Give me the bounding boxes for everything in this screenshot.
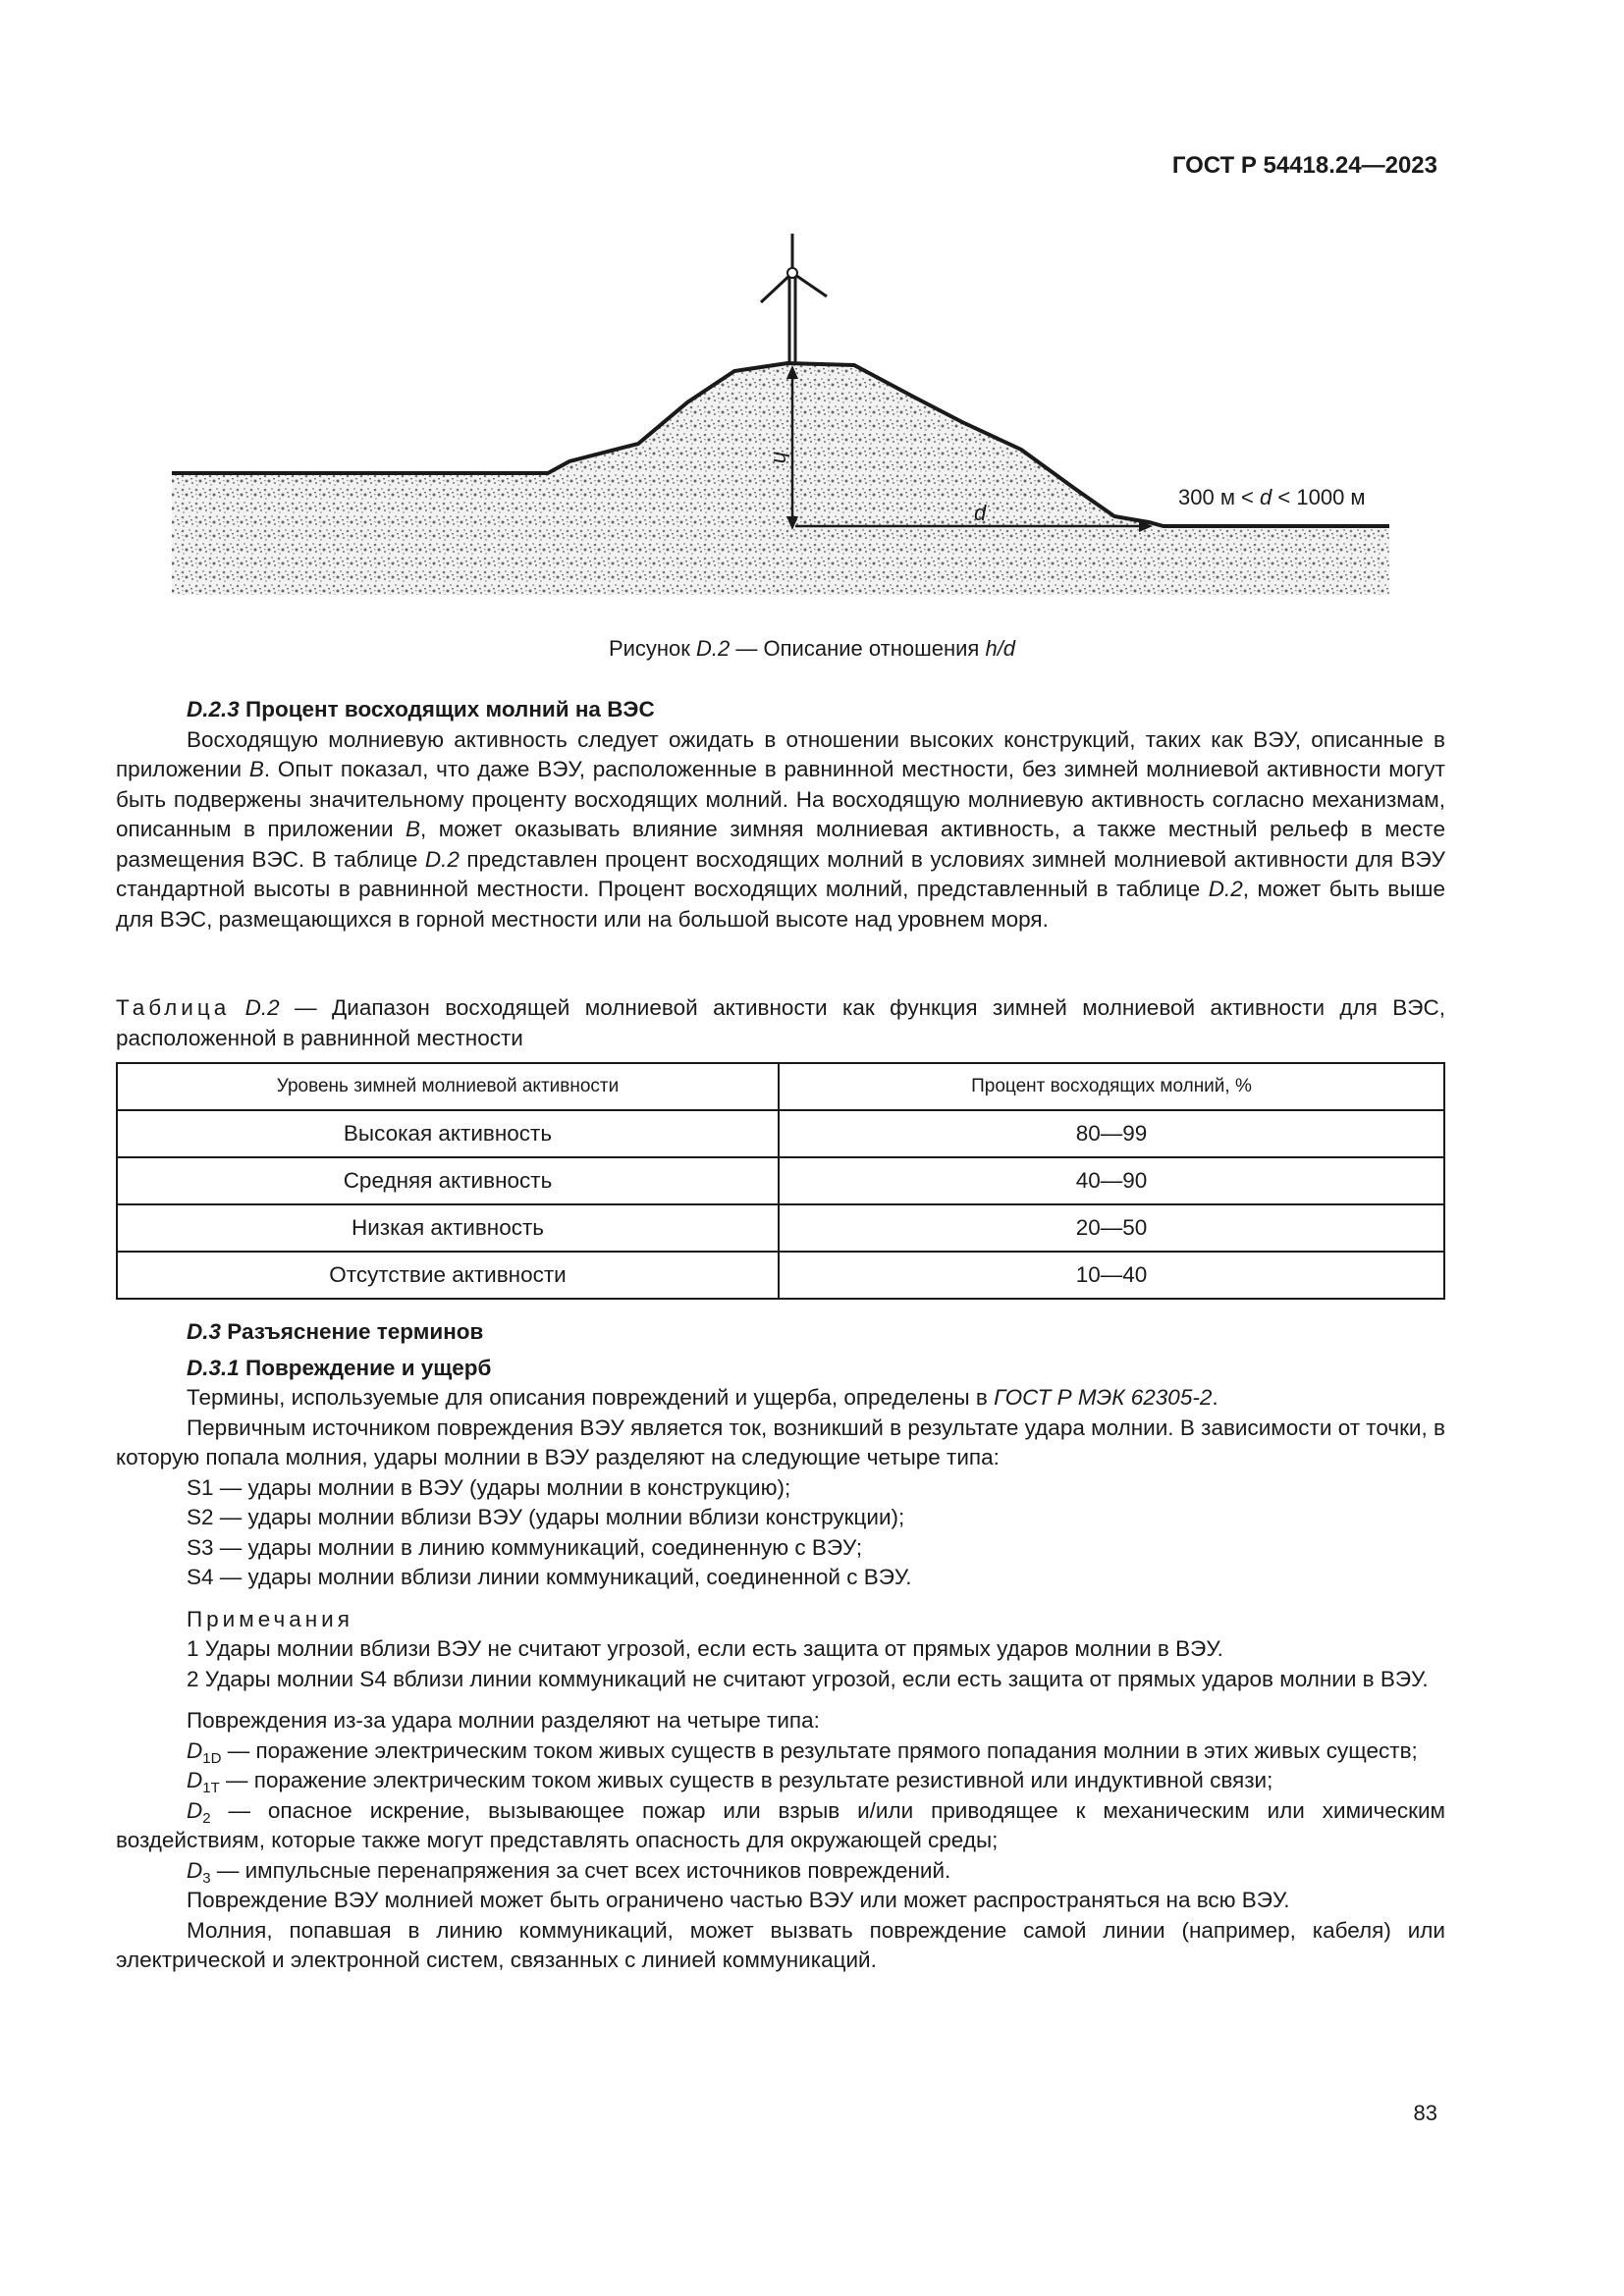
note-2: 2 Удары молнии S4 вблизи линии коммуникаций не считают угрозой, если есть защита от прямых ударов молнии в ВЭУ. (187, 1666, 1429, 1691)
cell-level: Отсутствие активности (117, 1252, 779, 1299)
paragraph-primary-source: Первичным источником повреждения ВЭУ является ток, возникший в результате удара молнии. В зависимости от точки, в которую попала молния, удары молнии в ВЭУ разделяют на следующие четыре типа: (116, 1415, 1445, 1469)
damage-d1t: $D_{1T}$ — поражение электрическим током живых существ в результате резистивной или индуктивной связи; (187, 1768, 1273, 1796)
table-row (117, 1157, 1444, 1204)
list-item-s2: S2 — удары молнии вблизи ВЭУ (удары молнии вблизи конструкции); (187, 1505, 905, 1529)
notes-title: Примечания (187, 1606, 353, 1631)
cell-level: Средняя активность (117, 1157, 779, 1204)
distance-range-label: 300 м < d < 1000 м (1178, 485, 1366, 509)
cell-percent: 80—99 (779, 1110, 1444, 1157)
column-header-level: Уровень зимней молниевой активности (117, 1063, 779, 1110)
section-d23-heading: D.2.3 Процент восходящих молний на ВЭС (187, 697, 655, 721)
label-d: d (974, 501, 987, 525)
label-h: h (769, 452, 793, 464)
section-d3 (116, 1317, 1445, 1976)
wind-turbine-icon (761, 234, 827, 363)
paragraph-communication-line: Молния, попавшая в линию коммуникаций, может вызвать повреждение самой линии (например, кабеля) или электрической и электронной систем, связанных с линией коммуникаций. (116, 1917, 1445, 1972)
figure-caption: Рисунок D.2 — Описание отношения h/d (608, 636, 1016, 661)
damage-d3: $D_3$ — импульсные перенапряжения за счет всех источников повреждений. (187, 1857, 951, 1887)
section-d23 (116, 695, 1445, 934)
table-row (117, 1110, 1444, 1157)
table-header-row (117, 1063, 1444, 1110)
page-number: 83 (1413, 2101, 1437, 2125)
list-item-s4: S4 — удары молнии вблизи линии коммуникаций, соединенной с ВЭУ. (187, 1565, 912, 1589)
column-header-percent: Процент восходящих молний, % (779, 1063, 1444, 1110)
terrain-figure (167, 226, 1394, 599)
list-item-s1: S1 — удары молнии в ВЭУ (удары молнии в конструкцию); (187, 1474, 791, 1500)
damage-d2: $D_2$ — опасное искрение, вызывающее пожар или взрыв и/или приводящее к механическим или химическим воздействиям, которые также могут представлять опасность для окружающей среды; (116, 1797, 1445, 1852)
paragraph-terms: Термины, используемые для описания повреждений и ущерба, определены в ГОСТ Р МЭК 62305-2. (187, 1385, 1218, 1410)
section-d3-heading: D.3 Разъяснение терминов (187, 1319, 484, 1344)
table-title: Таблица D.2 — Диапазон восходящей молниевой активности как функция зимней молниевой активности для ВЭС, расположенной в равнинной местности (116, 995, 1445, 1050)
section-d23-paragraph: Восходящую молниевую активность следует ожидать в отношении высоких конструкций, таких как ВЭУ, описанные в приложении В. Опыт показал, что даже ВЭУ, расположенные в равнинной местности, без зимней молниевой активности могут быть подвержены значительному проценту восходящих молний. На восходящую молниевую активность согласно механизмам, описанным в приложении В, может оказывать влияние зимняя молниевая активность, а также местный рельеф в месте размещения ВЭС. В таблице D.2 представлен процент восходящих молний в условиях зимней молниевой активности для ВЭУ стандартной высоты в равнинной местности. Процент восходящих молний, представленный в таблице D.2, может быть выше для ВЭС, размещающихся в горной местности или на большой высоте над уровнем моря. (116, 726, 1445, 932)
cell-level: Низкая активность (117, 1204, 779, 1252)
list-item-s3: S3 — удары молнии в линию коммуникаций, соединенную с ВЭУ; (187, 1534, 863, 1560)
terrain-ground (172, 363, 1389, 595)
paragraph-damage-types: Повреждения из-за удара молнии разделяют на четыре типа: (187, 1708, 820, 1733)
damage-d1d: $D_{1D}$ — поражение электрическим током живых существ в результате прямого попадания молнии в этих живых существ; (187, 1737, 1418, 1767)
cell-percent: 40—90 (779, 1157, 1444, 1204)
note-1: 1 Удары молнии вблизи ВЭУ не считают угрозой, если есть защита от прямых ударов молнии в ВЭУ. (187, 1636, 1223, 1661)
table-row (117, 1252, 1444, 1299)
cell-percent: 10—40 (779, 1252, 1444, 1299)
cell-level: Высокая активность (117, 1110, 779, 1157)
section-d31-heading: D.3.1 Повреждение и ущерб (187, 1355, 492, 1380)
document-code: ГОСТ Р 54418.24—2023 (1171, 152, 1437, 179)
cell-percent: 20—50 (779, 1204, 1444, 1252)
activity-table (116, 1062, 1445, 1300)
paragraph-damage-scope: Повреждение ВЭУ молнией может быть ограничено частью ВЭУ или может распространяться на всю ВЭУ. (187, 1888, 1290, 1912)
table-row (117, 1204, 1444, 1252)
